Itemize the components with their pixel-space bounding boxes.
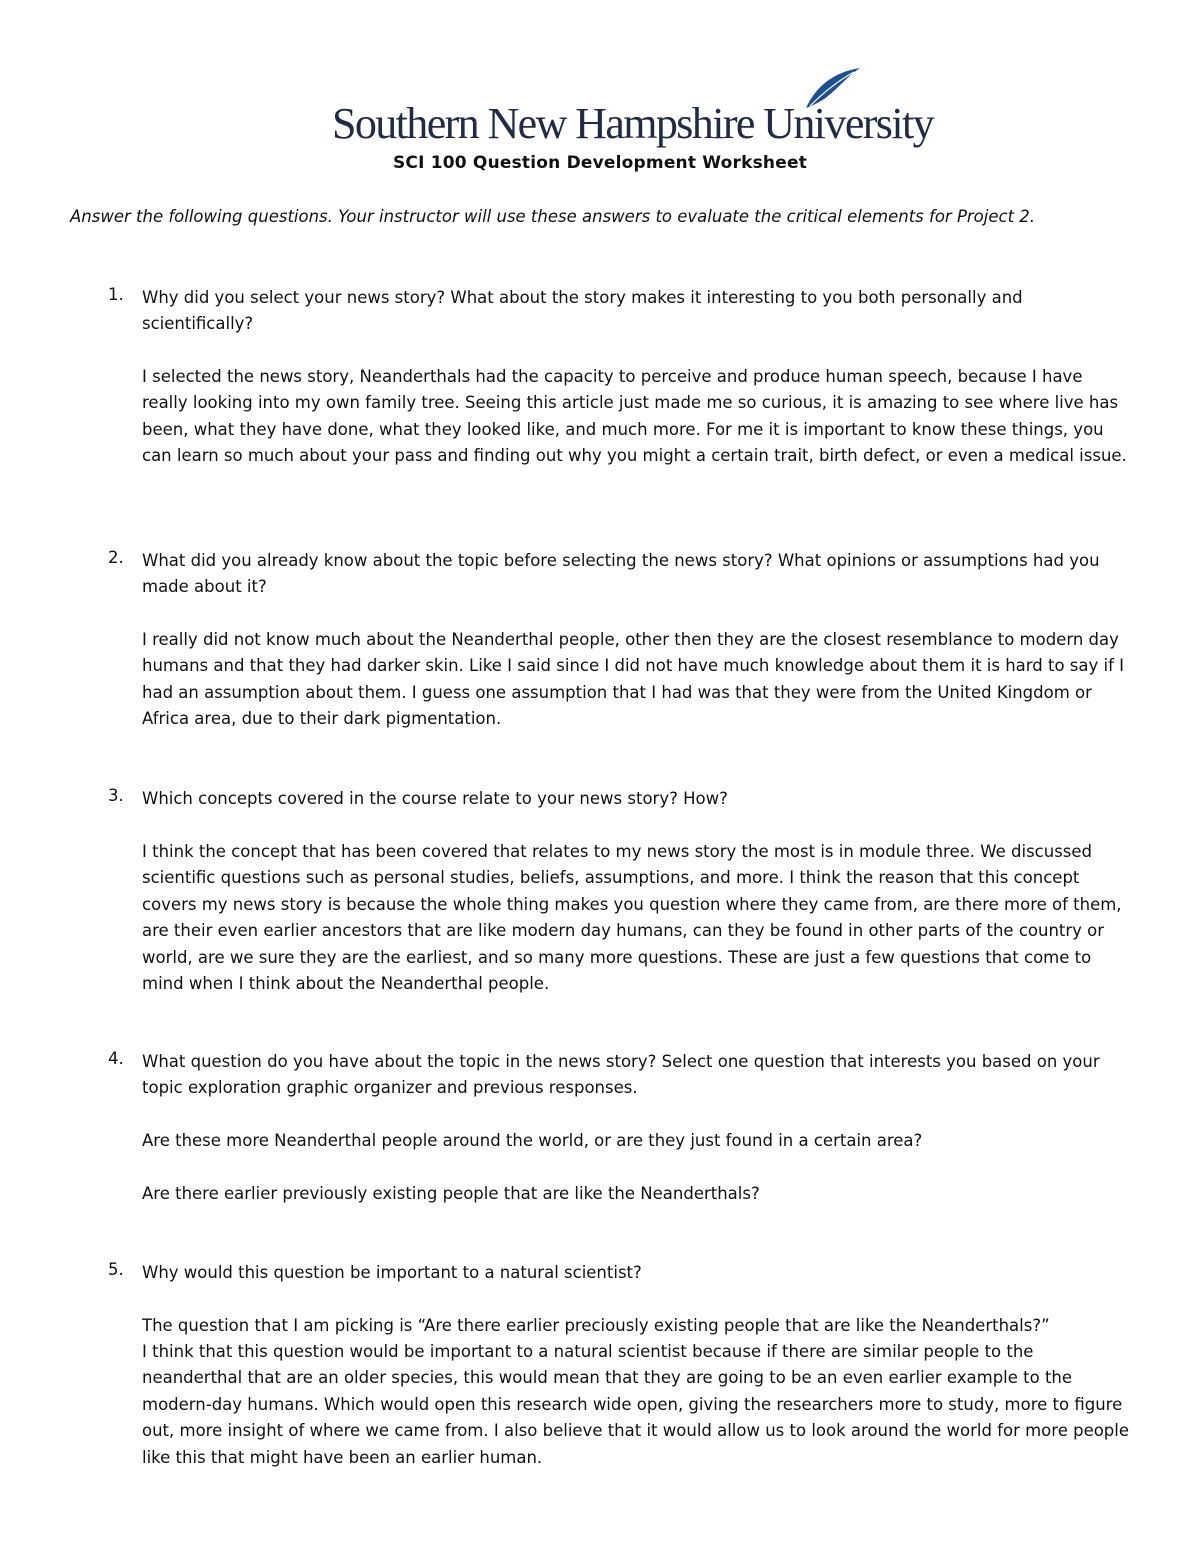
question-number: 2.: [108, 548, 124, 567]
question-number: 4.: [108, 1049, 124, 1068]
answer-text: I think that this question would be important to a natural scientist because if there are similar people to the neanderthal that are an older species, this would mean that they are going to be an even earlier example to the modern-day humans. Which would open this research wide open, giving the researchers more to study, more to figure out, more insight of where we came from. I also believe that it would allow us to look around the world for more people like this that might have been an earlier human.: [142, 1342, 1130, 1467]
question-number: 5.: [108, 1260, 124, 1279]
question-text: Why would this question be important to a natural scientist?: [142, 1263, 642, 1282]
answer-text: I selected the news story, Neanderthals had the capacity to perceive and produce human speech, because I have really looking into my own family tree. Seeing this article just made me so curious, it is amazing to see where live has been, what they have done, what they looked like, and much more. For me it is important to know these things, you can learn so much about your pass and finding out why you might a certain trait, birth defect, or even a medical issue.: [142, 367, 1127, 466]
question-text: What question do you have about the topic in the news story? Select one question that interests you based on your topic exploration graphic organizer and previous responses.: [142, 1052, 1100, 1098]
answer-text: I think the concept that has been covered that relates to my news story the most is in module three. We discussed scientific questions such as personal studies, beliefs, assumptions, and more. I think the reason that this concept covers my news story is because the whole thing makes you question where they came from, are there more of them, are their even earlier ancestors that are like modern day humans, can they be found in other parts of the country or world, are we sure they are the earliest, and so many more questions. These are just a few questions that come to mind when I think about the Neanderthal people.: [142, 842, 1122, 994]
question-text: Why did you select your news story? What about the story makes it interesting to you both personally and scientifically?: [142, 288, 1023, 334]
logo-wordmark: Southern New Hampshire University: [332, 99, 933, 148]
answer-text: The question that I am picking is “Are there earlier preciously existing people that are like the Neanderthals?”: [142, 1316, 1050, 1335]
answer-text: Are there earlier previously existing people that are like the Neanderthals?: [142, 1184, 760, 1203]
answer-text: I really did not know much about the Neanderthal people, other then they are the closest resemblance to modern day humans and that they had darker skin. Like I said since I did not have much knowledge about them it is hard to say if I had an assumption about them. I guess one assumption that I had was that they were from the United Kingdom or Africa area, due to their dark pigmentation.: [142, 630, 1125, 729]
document-title: SCI 100 Question Development Worksheet: [392, 153, 808, 173]
question-text: Which concepts covered in the course relate to your news story? How?: [142, 789, 728, 808]
university-logo: [332, 66, 933, 156]
question-number: 3.: [108, 786, 124, 805]
answer-text: Are these more Neanderthal people around the world, or are they just found in a certain area?: [142, 1131, 923, 1150]
question-text: What did you already know about the topic before selecting the news story? What opinions or assumptions had you made about it?: [142, 551, 1100, 597]
instructions-text: Answer the following questions. Your instructor will use these answers to evaluate the critical elements for Project 2.: [70, 207, 1036, 226]
question-number: 1.: [108, 285, 124, 304]
